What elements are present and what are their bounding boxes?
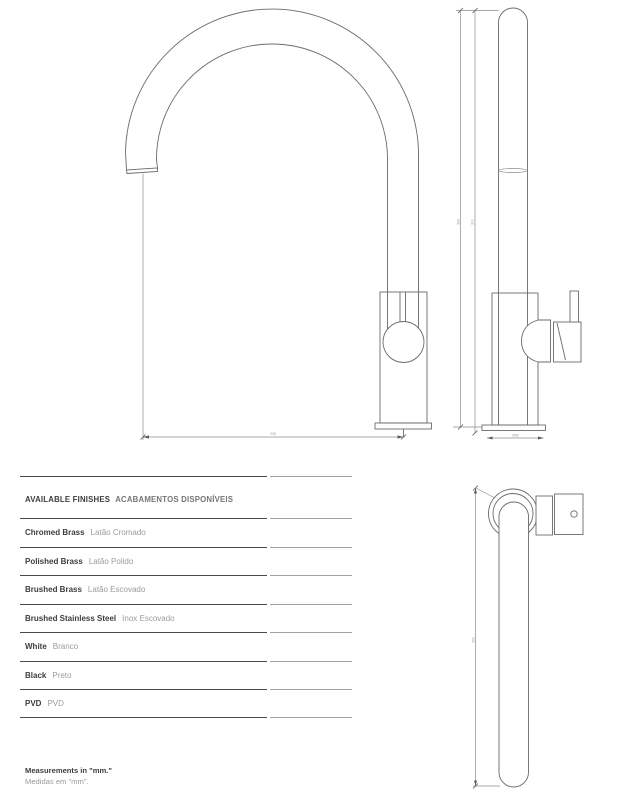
finish-row — [25, 557, 133, 567]
finish-name-en: Brushed Stainless Steel — [25, 613, 117, 623]
side-base-arrow-left — [487, 437, 493, 440]
finish-row — [25, 642, 78, 652]
side-body-inner-lines — [499, 293, 528, 425]
finishes-title-pt: ACABAMENTOS DISPONÍVEIS — [115, 495, 234, 504]
side-handle-stick — [570, 291, 579, 322]
side-height-label-inner: 310 — [470, 219, 475, 225]
finish-name-pt: PVD — [47, 698, 64, 708]
front-view-drawing — [126, 9, 432, 440]
side-dimension-ticks — [458, 8, 478, 436]
front-spout-tip — [126, 152, 158, 170]
top-view-drawing — [472, 486, 584, 789]
table-rule — [20, 518, 352, 519]
finish-name-pt: Branco — [52, 642, 79, 651]
finish-name-en: White — [25, 642, 47, 651]
finish-name-en: Brushed Brass — [25, 585, 82, 594]
table-rule — [20, 661, 352, 662]
side-height-label-outer: 368 — [456, 219, 461, 225]
finish-name-pt: Latão Polido — [88, 556, 134, 566]
finish-row — [25, 528, 146, 538]
side-swivel-joint — [499, 169, 527, 173]
finish-name-en: Chromed Brass — [25, 528, 85, 537]
finish-row — [25, 585, 145, 595]
finish-name-pt: Latão Cromado — [90, 528, 146, 537]
finish-name-en: Black — [25, 670, 47, 680]
side-handle-lever — [554, 322, 582, 362]
side-base-label: Ø50 — [512, 433, 519, 438]
table-rule — [20, 717, 352, 718]
finish-name-pt: Preto — [52, 670, 72, 680]
finish-row — [25, 671, 71, 681]
finish-row — [25, 614, 175, 624]
top-spout-arm — [499, 502, 529, 787]
side-base-flange — [482, 425, 546, 431]
finish-row — [25, 699, 64, 709]
table-rule — [20, 604, 352, 605]
finishes-header — [25, 495, 233, 505]
table-rule — [20, 689, 352, 690]
top-handle-connector — [536, 496, 553, 535]
finish-name-pt: Inox Escovado — [122, 613, 175, 623]
front-dimension-label: 228 — [270, 432, 276, 437]
front-handle-knob — [383, 322, 424, 363]
measurements-note-en: Measurements in "mm." — [25, 766, 112, 775]
finish-name-pt: Latão Escovado — [87, 585, 146, 594]
side-handle-housing — [522, 320, 551, 362]
table-rule — [20, 575, 352, 576]
top-depth-label: 252 — [471, 637, 476, 643]
finish-name-en: Polished Brass — [25, 556, 83, 566]
table-rule — [20, 547, 352, 548]
side-base-arrow-right — [538, 437, 544, 440]
front-spout-inner-edge — [156, 44, 387, 292]
top-handle-block — [555, 494, 584, 535]
side-spout-column — [499, 8, 528, 293]
front-spout-outer-edge — [126, 9, 419, 292]
table-rule — [20, 632, 352, 633]
top-extension-diagonal — [476, 488, 494, 498]
finishes-title-en: AVAILABLE FINISHES — [25, 495, 111, 504]
measurements-note — [25, 765, 112, 787]
measurements-note-pt: Medidas em "mm". — [25, 777, 89, 786]
side-view-drawing — [453, 8, 581, 440]
finish-name-en: PVD — [25, 698, 42, 708]
front-base-flange — [375, 423, 432, 429]
table-rule — [20, 476, 352, 477]
